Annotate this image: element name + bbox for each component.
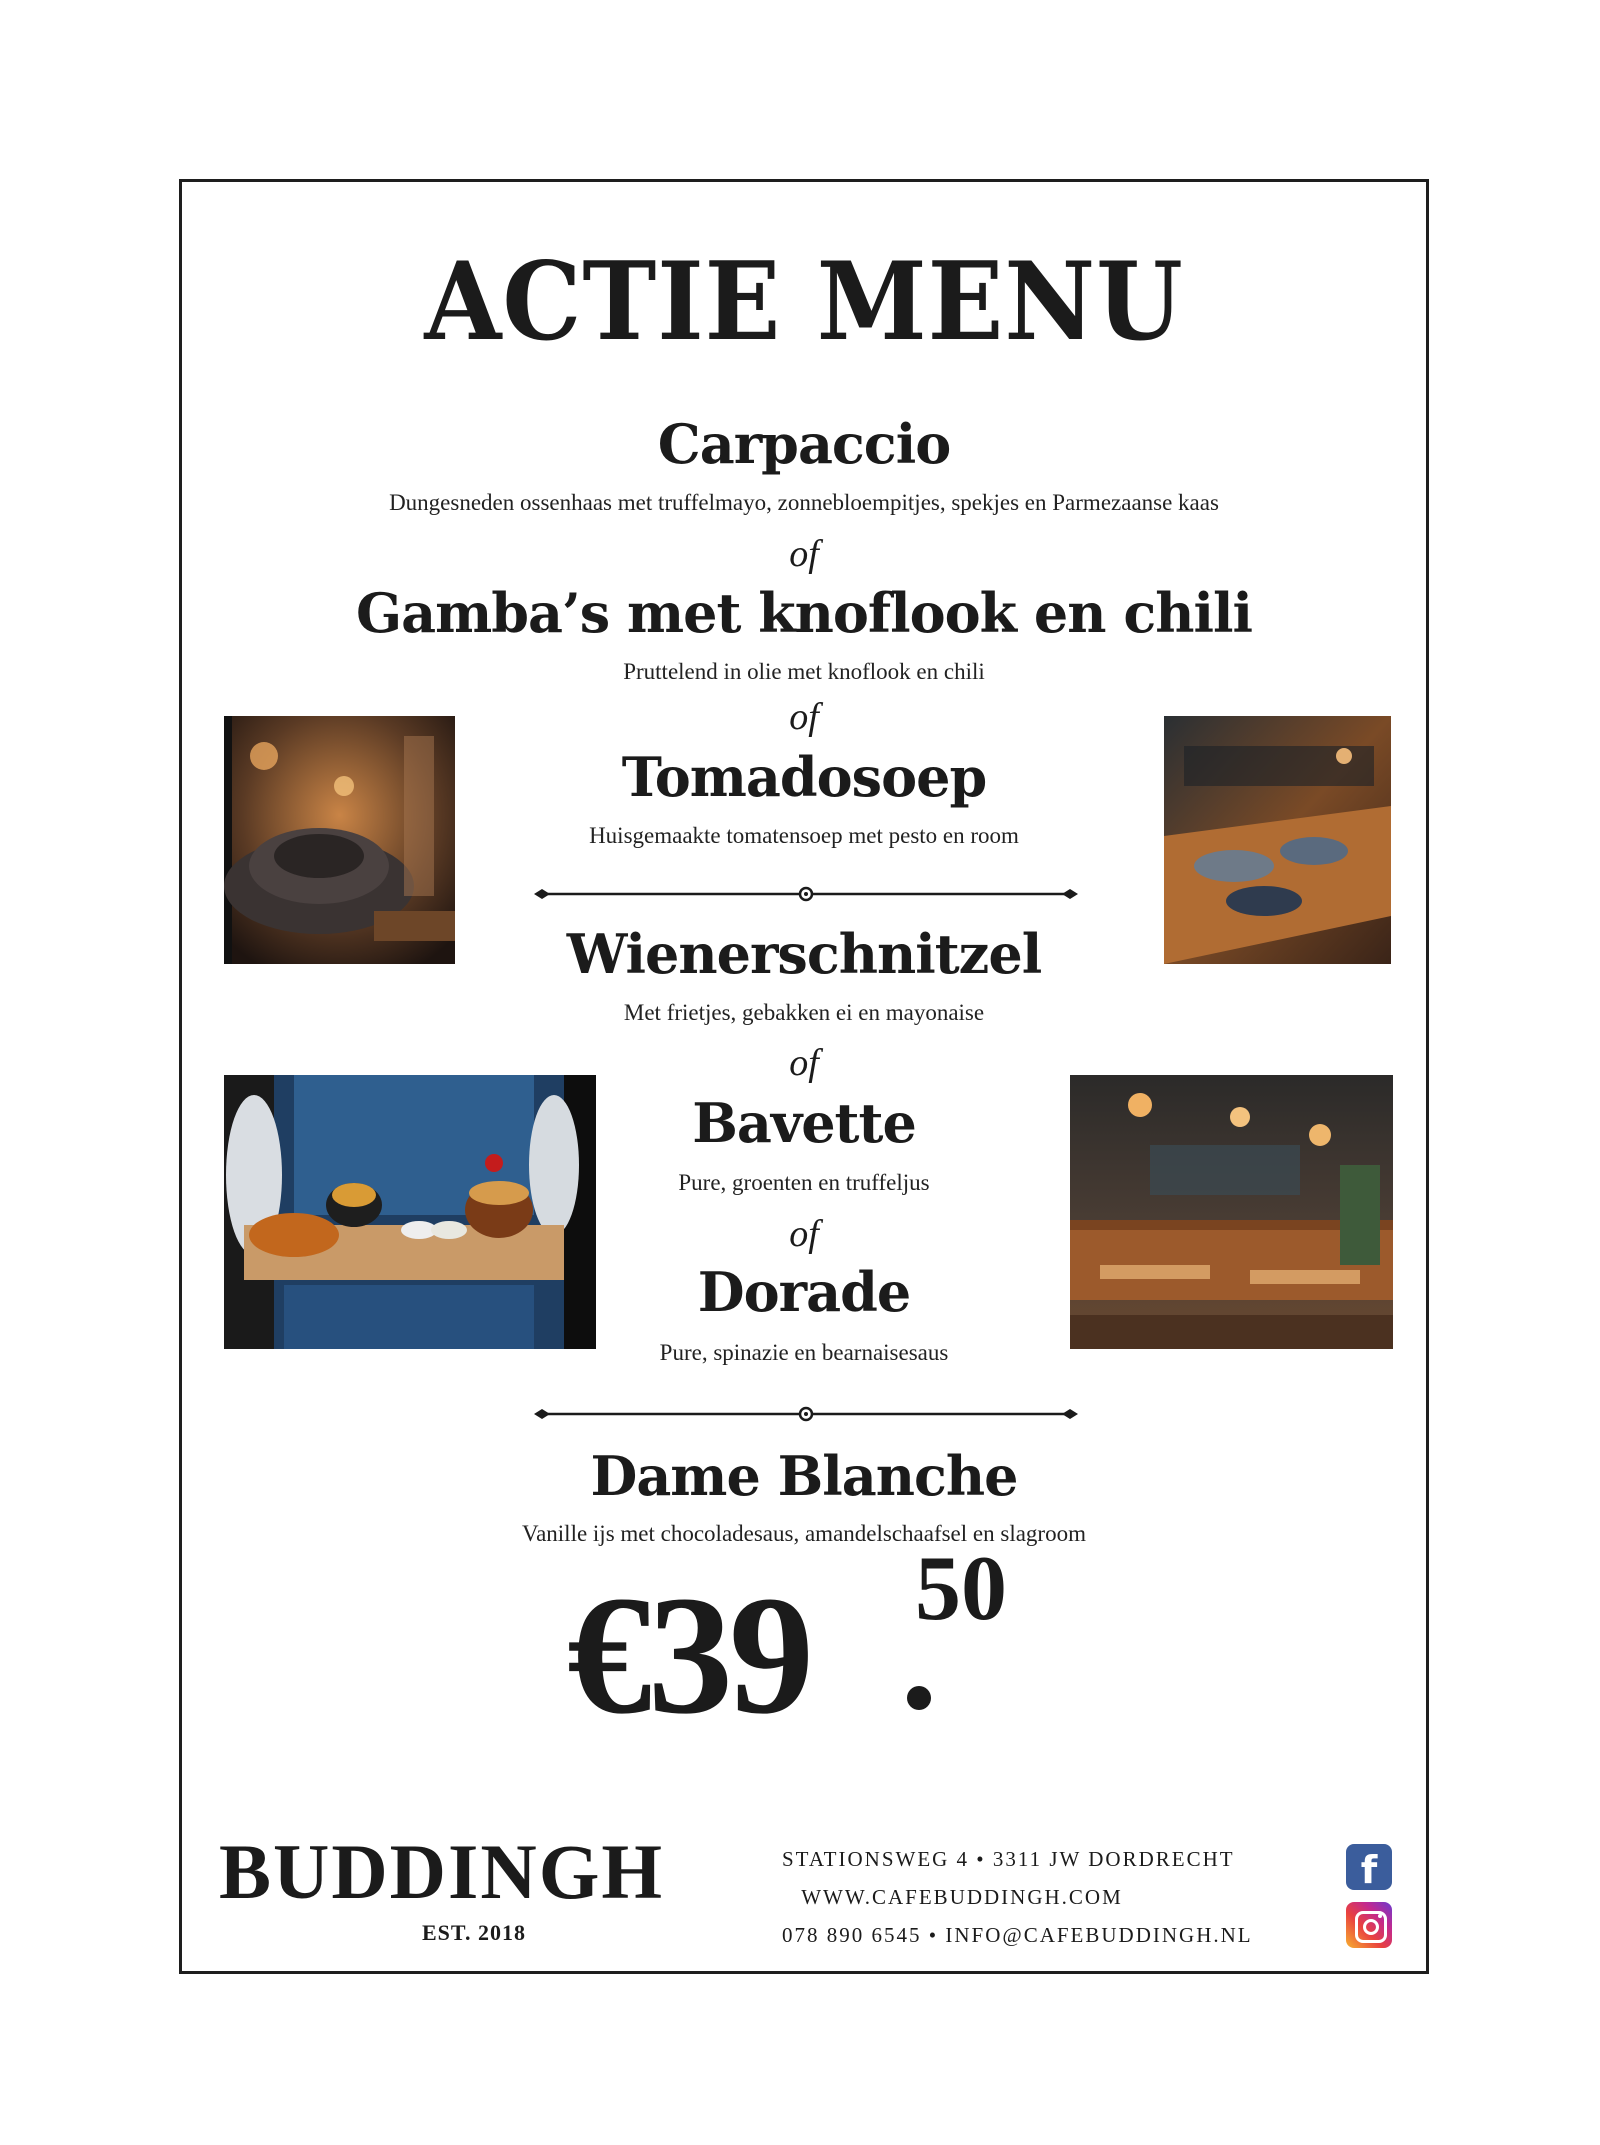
- or-label: of: [789, 1213, 819, 1255]
- desc-carpaccio: Dungesneden ossenhaas met truffelmayo, zonnebloempitjes, spekjes en Parmezaanse kaas: [389, 490, 1219, 515]
- menu-title: ACTIE MENU: [424, 239, 1184, 365]
- photo-restaurant-table: [1164, 716, 1391, 964]
- desc-dame-blanche: Vanille ijs met chocoladesaus, amandelschaafsel en slagroom: [522, 1521, 1086, 1546]
- desc-wienerschnitzel: Met frietjes, gebakken ei en mayonaise: [623, 1000, 985, 1025]
- dish-bavette: Bavette: [692, 1091, 916, 1155]
- address: STATIONSWEG 4 • 3311 JW DORDRECHT: [782, 1847, 1235, 1871]
- brand-established: EST. 2018: [422, 1920, 526, 1945]
- dish-gambas: Gamba’s met knoflook en chili: [355, 581, 1252, 645]
- or-label: of: [789, 696, 819, 738]
- or-label: of: [789, 533, 819, 575]
- price-dot: [907, 1686, 931, 1710]
- price-cents: 50: [915, 1537, 1007, 1639]
- desc-bavette: Pure, groenten en truffeljus: [678, 1170, 930, 1195]
- photo-restaurant-interior: [1070, 1075, 1393, 1349]
- instagram-icon: [1346, 1902, 1392, 1948]
- facebook-icon: f: [1346, 1844, 1392, 1890]
- desc-dorade: Pure, spinazie en bearnaisesaus: [659, 1340, 949, 1365]
- website: WWW.CAFEBUDDINGH.COM: [801, 1885, 1123, 1909]
- desc-tomadosoep: Huisgemaakte tomatensoep met pesto en room: [589, 823, 1019, 848]
- photo-food-platter: [224, 1075, 596, 1349]
- photo-table-setting: [224, 716, 455, 964]
- dish-dame-blanche: Dame Blanche: [590, 1444, 1018, 1508]
- price-currency: €: [567, 1561, 648, 1749]
- dish-tomadosoep: Tomadosoep: [621, 745, 987, 809]
- dish-dorade: Dorade: [697, 1260, 911, 1324]
- dish-wienerschnitzel: Wienerschnitzel: [566, 922, 1042, 986]
- brand-logo: BUDDINGH: [219, 1828, 665, 1915]
- phone-email: 078 890 6545 • INFO@CAFEBUDDINGH.NL: [782, 1923, 1253, 1947]
- ornament-divider: [534, 1404, 1078, 1424]
- price-whole: [567, 1561, 810, 1749]
- price-tag: [182, 1537, 1426, 1750]
- or-label: of: [789, 1042, 819, 1084]
- desc-gambas: Pruttelend in olie met knoflook en chili: [623, 659, 985, 684]
- ornament-divider: [534, 884, 1078, 904]
- price-amount: 39: [648, 1561, 810, 1749]
- menu-frame: [179, 179, 1429, 1974]
- dish-carpaccio: Carpaccio: [657, 412, 951, 476]
